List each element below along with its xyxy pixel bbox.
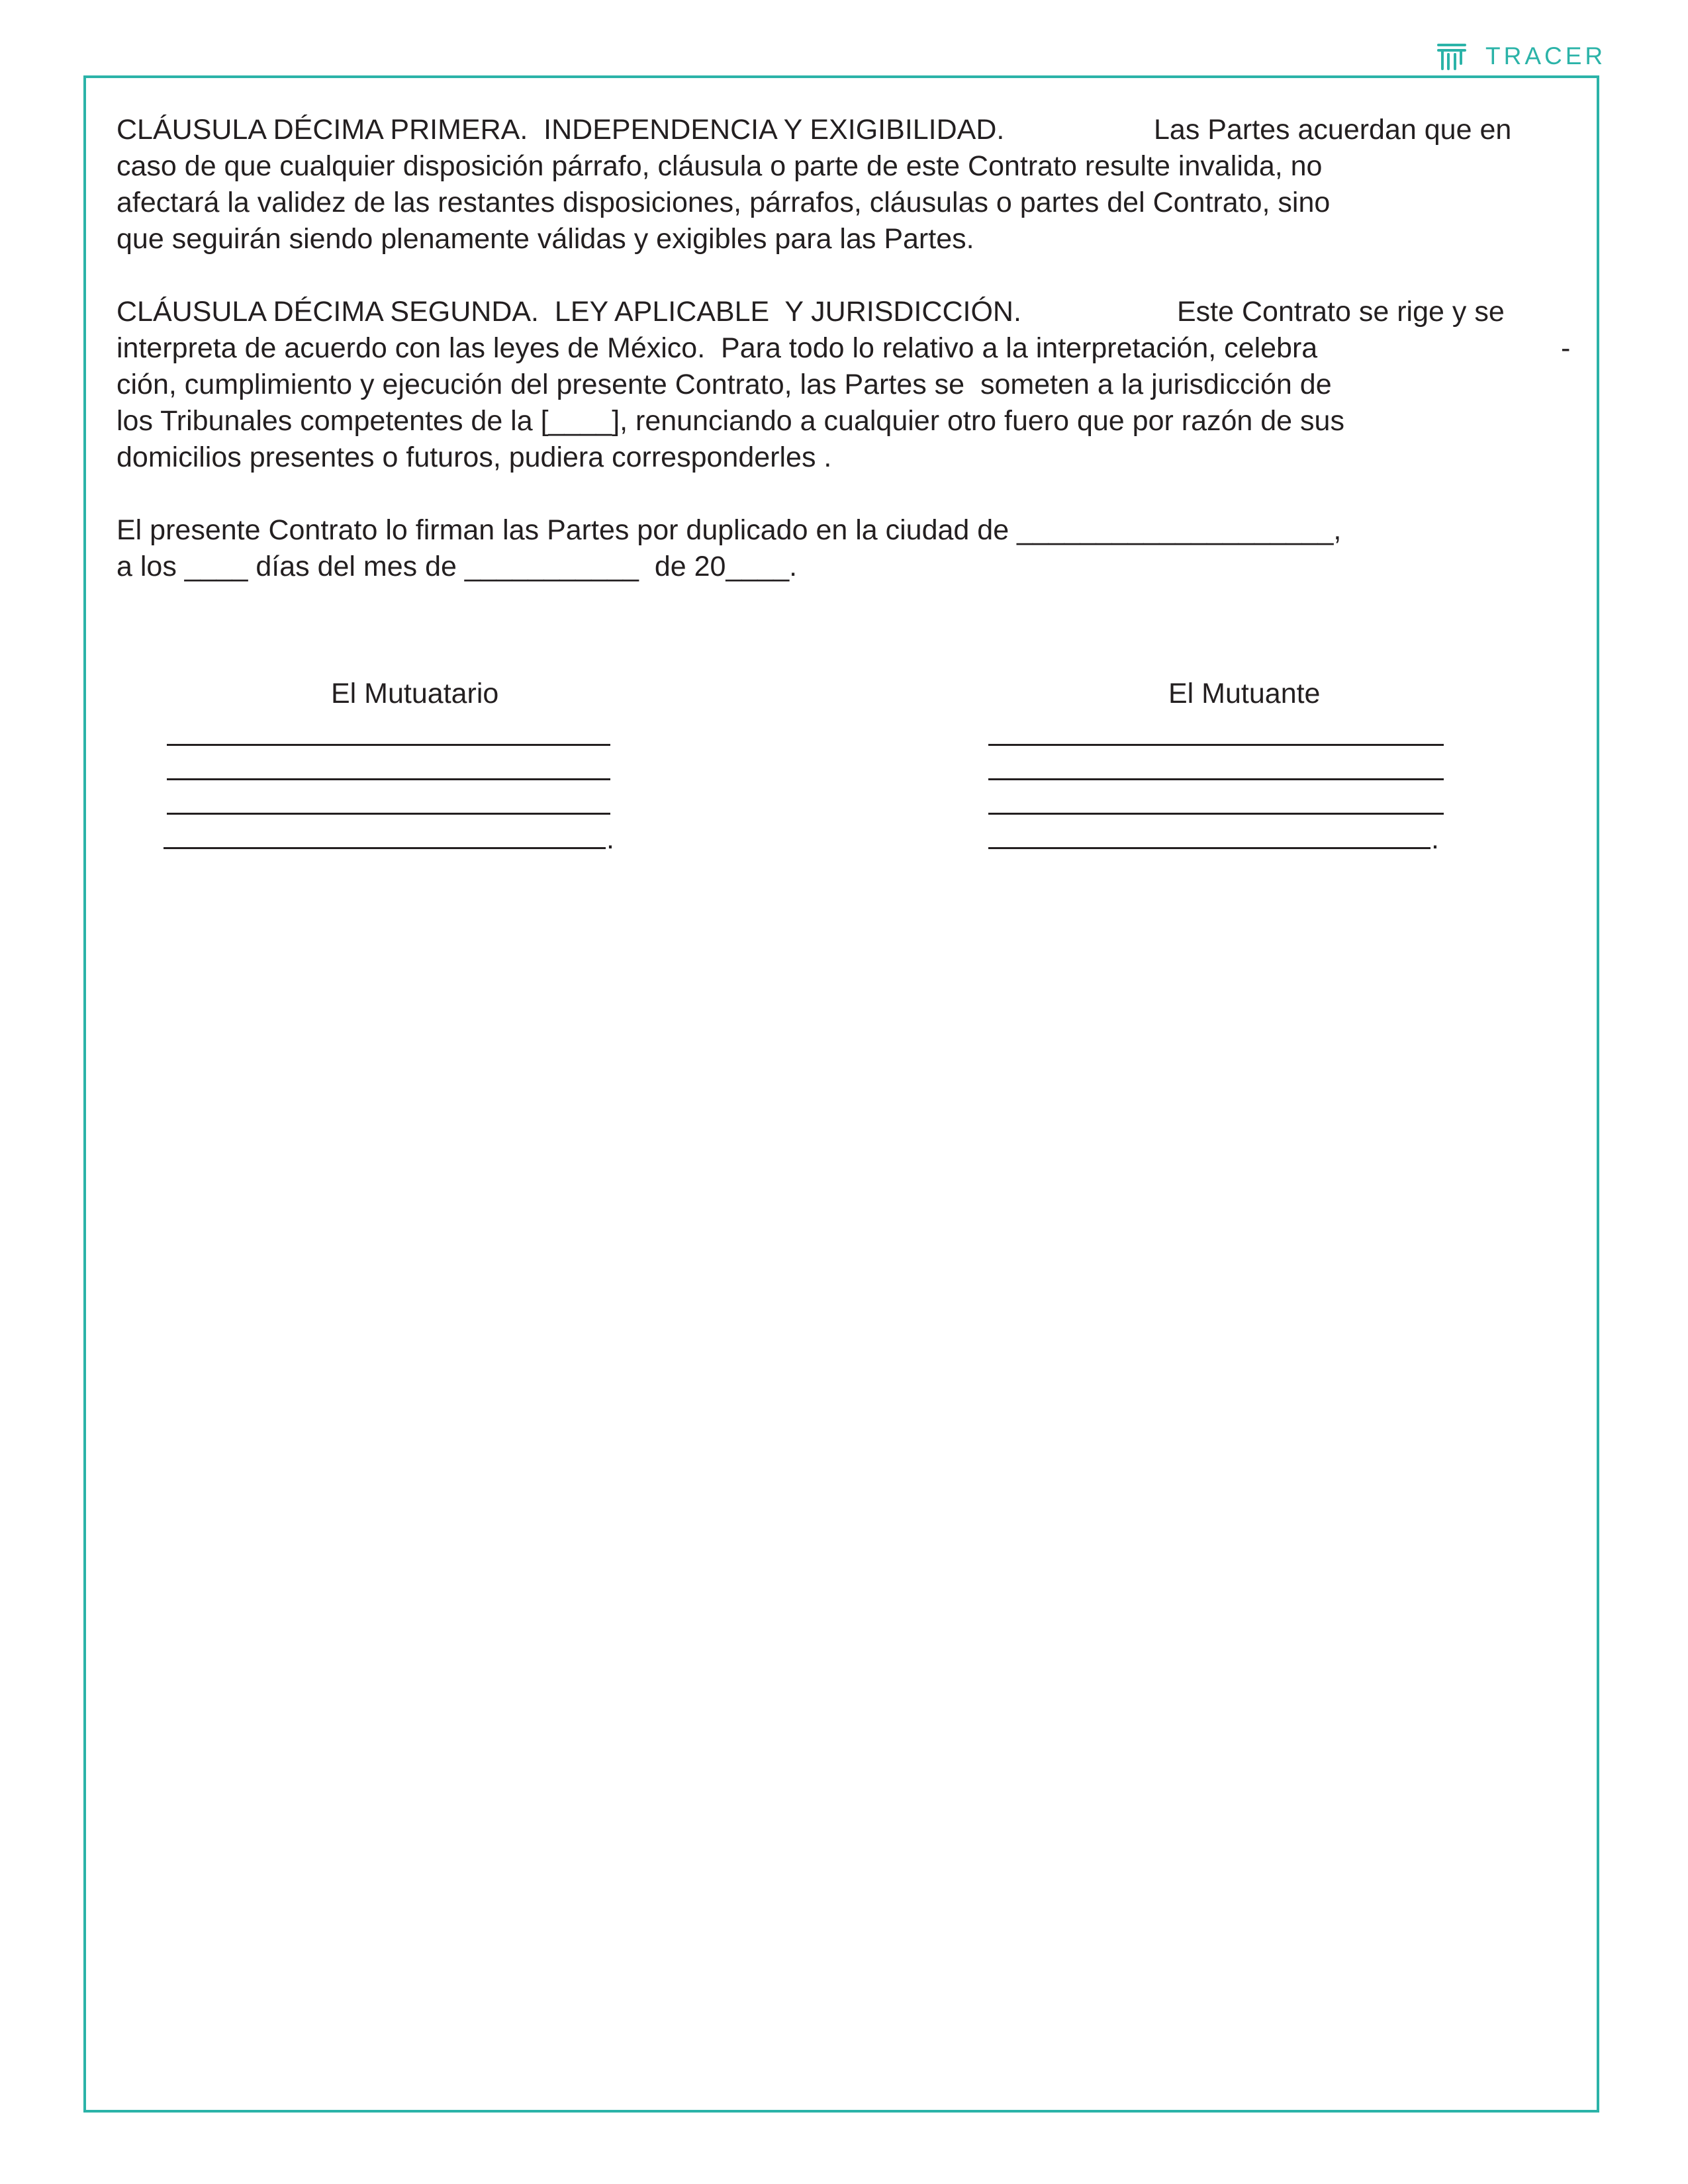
clause-11-line: caso de que cualquier disposición párrafo, cláusula o parte de este Contrato resulte invalida, no <box>117 150 1323 182</box>
signature-line <box>988 778 1444 780</box>
signature-line <box>164 847 606 849</box>
hyphen-mark: - <box>1561 332 1571 364</box>
clause-11-line: afectará la validez de las restantes disposiciones, párrafos, cláusulas o partes del Contrato, sino <box>117 187 1331 218</box>
brand-header <box>1436 40 1606 73</box>
signature-line <box>167 744 610 746</box>
signature-line <box>988 847 1430 849</box>
clause-12-lead: Este Contrato se rige y se <box>1177 296 1505 328</box>
signature-line <box>988 744 1444 746</box>
signature-line <box>167 778 610 780</box>
clause-11-heading: CLÁUSULA DÉCIMA PRIMERA. INDEPENDENCIA Y EXIGIBILIDAD. <box>117 114 1005 146</box>
tracer-columns-icon <box>1436 41 1467 71</box>
signature-line <box>167 813 610 815</box>
closing-line: El presente Contrato lo firman las Partes por duplicado en la ciudad de ____________________, <box>117 514 1342 546</box>
signature-line <box>988 813 1444 815</box>
clause-12-line: interpreta de acuerdo con las leyes de México. Para todo lo relativo a la interpretación, celebra <box>117 332 1318 364</box>
signature-title-mutuatario: El Mutuatario <box>331 678 499 709</box>
clause-11-line: que seguirán siendo plenamente válidas y exigibles para las Partes. <box>117 223 974 255</box>
closing-line: a los ____ días del mes de ___________ de 20____. <box>117 551 798 582</box>
signature-end-mark: . <box>606 823 614 855</box>
clause-12-heading: CLÁUSULA DÉCIMA SEGUNDA. LEY APLICABLE Y JURISDICCIÓN. <box>117 296 1021 328</box>
signature-title-mutuante: El Mutuante <box>1168 678 1321 709</box>
clause-12-line: ción, cumplimiento y ejecución del presente Contrato, las Partes se someten a la jurisdicción de <box>117 369 1332 400</box>
signature-end-mark: . <box>1431 823 1439 855</box>
clause-12-line: domicilios presentes o futuros, pudiera corresponderles . <box>117 441 832 473</box>
clause-12-line: los Tribunales competentes de la [____], renunciando a cualquier otro fuero que por razón de sus <box>117 405 1344 437</box>
clause-11-lead: Las Partes acuerdan que en <box>1154 114 1512 146</box>
brand-name: TRACER <box>1485 42 1607 69</box>
